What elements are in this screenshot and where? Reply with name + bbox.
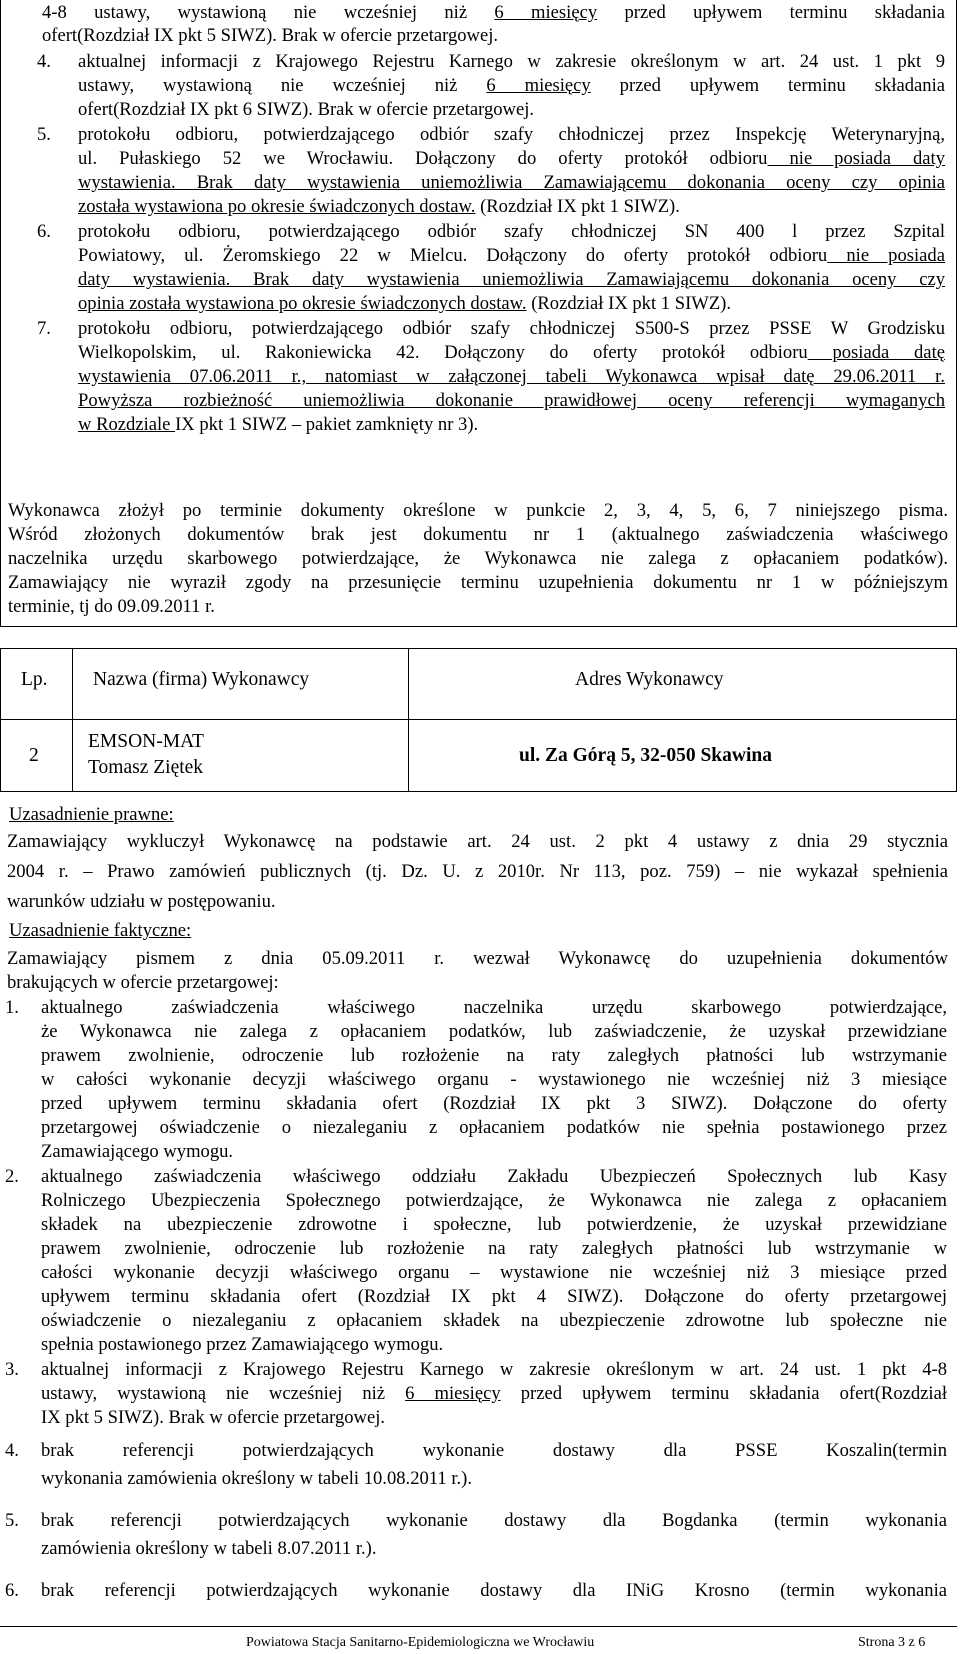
footer-page-number: Strona 3 z 6 xyxy=(858,1635,926,1650)
list-line: brak referencji potwierdzających wykonanie dostawy dla Bogdanka (termin wykonania xyxy=(41,1510,947,1531)
list-line: ustawy, wystawioną nie wcześniej niż 6 miesięcy przed upływem terminu składania xyxy=(78,75,946,96)
table-cell-name: Tomasz Ziętek xyxy=(88,757,204,778)
list-line: protokołu odbioru, potwierdzającego odbiór szafy chłodniczej przez Inspekcję Weterynaryjną, xyxy=(78,124,945,145)
list-line: że Wykonawca nie zalega z opłacaniem podatków, lub zaświadczenie, że uzyskał przewidziane xyxy=(41,1021,947,1042)
footer-organization: Powiatowa Stacja Sanitarno-Epidemiologiczna we Wrocławiu xyxy=(246,1635,595,1650)
table-cell-address: ul. Za Górą 5, 32-050 Skawina xyxy=(519,745,772,766)
list-number: 7. xyxy=(37,318,51,339)
factual-heading: Uzasadnienie faktyczne: xyxy=(9,920,192,941)
list-line: brak referencji potwierdzających wykonanie dostawy dla PSSE Koszalin(termin xyxy=(41,1440,947,1461)
list-line: ofert(Rozdział IX pkt 5 SIWZ). Brak w ofercie przetargowej. xyxy=(42,25,499,46)
list-number: 3. xyxy=(5,1359,19,1380)
legal-heading: Uzasadnienie prawne: xyxy=(9,804,174,825)
list-line: protokołu odbioru, potwierdzającego odbiór szafy chłodniczej SN 400 l przez Szpital xyxy=(78,221,945,242)
list-line: ofert(Rozdział IX pkt 6 SIWZ). Brak w ofercie przetargowej. xyxy=(78,99,535,120)
summary-line: terminie, tj do 09.09.2011 r. xyxy=(8,596,215,617)
list-line: przed upływem terminu składania ofert (Rozdział IX pkt 3 SIWZ). Dołączone do oferty xyxy=(41,1093,947,1114)
list-line: prawem zwolnienie, odroczenie lub rozłożenie na raty zaległych płatności lub wstrzymanie w xyxy=(41,1238,947,1259)
list-line: protokołu odbioru, potwierdzającego odbiór szafy chłodniczej S500-S przez PSSE W Grodzisku xyxy=(78,318,945,339)
list-number: 5. xyxy=(5,1510,19,1531)
list-number: 1. xyxy=(5,997,19,1018)
list-line: upływem terminu składania ofert (Rozdział IX pkt 4 SIWZ). Dołączone do oferty przetargowej xyxy=(41,1286,947,1307)
list-line: została wystawiona po okresie świadczonych dostaw. (Rozdział IX pkt 1 SIWZ). xyxy=(78,196,680,217)
list-number: 4. xyxy=(5,1440,19,1461)
table-cell-name: EMSON-MAT xyxy=(88,731,204,752)
list-line: w Rozdziale IX pkt 1 SIWZ – pakiet zamknięty nr 3). xyxy=(78,414,479,435)
legal-line: 2004 r. – Prawo zamówień publicznych (tj. Dz. U. z 2010r. Nr 113, poz. 759) – nie wykazał spełnienia xyxy=(7,861,948,882)
list-line: daty wystawienia. Brak daty wystawienia uniemożliwia Zamawiającemu dokonania oceny czy xyxy=(78,269,945,290)
summary-line: Wśród złożonych dokumentów brak jest dokumentu nr 1 (aktualnego zaświadczenia właściwego xyxy=(8,524,948,545)
list-line: ustawy, wystawioną nie wcześniej niż 6 miesięcy przed upływem terminu składania ofert(Rozdział xyxy=(41,1383,948,1404)
list-line: przetargowej oświadczenie o niezaleganiu z opłacaniem podatków nie spełnia postawionego przez xyxy=(41,1117,947,1138)
summary-line: Wykonawca złożył po terminie dokumenty określone w punkcie 2, 3, 4, 5, 6, 7 niniejszego pisma. xyxy=(8,500,948,521)
list-number: 2. xyxy=(5,1166,19,1187)
list-line: opinia została wystawiona po okresie świadczonych dostaw. (Rozdział IX pkt 1 SIWZ). xyxy=(78,293,732,314)
list-number: 5. xyxy=(37,124,51,145)
list-number: 6. xyxy=(5,1580,19,1601)
list-line: Wielkopolskim, ul. Rakoniewicka 42. Dołączony do oferty protokół odbioru posiada datę xyxy=(78,342,945,363)
list-line: składek na ubezpieczenie zdrowotne i społeczne, lub potwierdzenie, że uzyskał przewidziane xyxy=(41,1214,947,1235)
list-line: aktualnej informacji z Krajowego Rejestru Karnego w zakresie określonym w art. 24 ust. 1 pkt 4-8 xyxy=(41,1359,947,1380)
contractor-table xyxy=(0,648,957,792)
list-line: Zamawiającego wymogu. xyxy=(41,1141,234,1162)
list-line: zamówienia określony w tabeli 8.07.2011 r.). xyxy=(41,1538,377,1559)
list-number: 4. xyxy=(37,51,51,72)
list-line: wystawienia 07.06.2011 r., natomiast w załączonej tabeli Wykonawca wpisał datę 29.06.2011 r. xyxy=(78,366,945,387)
list-line: aktualnego zaświadczenia właściwego naczelnika urzędu skarbowego potwierdzające, xyxy=(41,997,947,1018)
summary-line: naczelnika urzędu skarbowego potwierdzające, że Wykonawca nie zalega z opłacaniem podatków). xyxy=(8,548,948,569)
list-line: oświadczenie o niezaleganiu z opłacaniem składek na ubezpieczenie zdrowotne lub społeczne nie xyxy=(41,1310,947,1331)
list-line: aktualnej informacji z Krajowego Rejestru Karnego w zakresie określonym w art. 24 ust. 1 pkt 9 xyxy=(78,51,945,72)
list-line: całości wykonanie decyzji właściwego organu – wystawione nie wcześniej niż 3 miesiące przed xyxy=(41,1262,947,1283)
list-line: prawem zwolnienie, odroczenie lub rozłożenie na raty zaległych płatności lub wstrzymanie xyxy=(41,1045,947,1066)
list-line: wystawienia. Brak daty wystawienia uniemożliwia Zamawiającemu dokonania oceny czy opinia xyxy=(78,172,945,193)
factual-line: Zamawiający pismem z dnia 05.09.2011 r. wezwał Wykonawcę do uzupełnienia dokumentów xyxy=(7,948,948,969)
table-header-lp: Lp. xyxy=(21,669,48,690)
table-header-name: Nazwa (firma) Wykonawcy xyxy=(93,669,310,690)
factual-line: brakujących w ofercie przetargowej: xyxy=(7,972,279,993)
footer-rule xyxy=(0,1626,957,1627)
table-header-address: Adres Wykonawcy xyxy=(575,669,724,690)
list-line: ul. Pułaskiego 52 we Wrocławiu. Dołączony do oferty protokół odbioru nie posiada daty xyxy=(78,148,945,169)
list-line: brak referencji potwierdzających wykonanie dostawy dla INiG Krosno (termin wykonania xyxy=(41,1580,947,1601)
list-line: Rolniczego Ubezpieczenia Społecznego potwierdzające, że Wykonawca nie zalega z opłacaniem xyxy=(41,1190,947,1211)
table-cell-lp: 2 xyxy=(29,745,39,766)
list-number: 6. xyxy=(37,221,51,242)
summary-line: Zamawiający nie wyraził zgody na przesunięcie terminu uzupełnienia dokumentu nr 1 w późniejszym xyxy=(8,572,948,593)
list-line: IX pkt 5 SIWZ). Brak w ofercie przetargowej. xyxy=(41,1407,386,1428)
list-line: Powyższa rozbieżność uniemożliwia dokonanie prawidłowej oceny referencji wymaganych xyxy=(78,390,945,411)
list-line: w całości wykonanie decyzji właściwego organu - wystawionego nie wcześniej niż 3 miesiące xyxy=(41,1069,947,1090)
list-line: wykonania zamówienia określony w tabeli 10.08.2011 r.). xyxy=(41,1468,472,1489)
legal-line: warunków udziału w postępowaniu. xyxy=(7,891,276,912)
legal-line: Zamawiający wykluczył Wykonawcę na podstawie art. 24 ust. 2 pkt 4 ustawy z dnia 29 stycznia xyxy=(7,831,948,852)
list-line: aktualnego zaświadczenia właściwego oddziału Zakładu Ubezpieczeń Społecznych lub Kasy xyxy=(41,1166,947,1187)
list-line: 4-8 ustawy, wystawioną nie wcześniej niż 6 miesięcy przed upływem terminu składania xyxy=(42,2,945,23)
list-line: Powiatowy, ul. Żeromskiego 22 w Mielcu. Dołączony do oferty protokół odbioru nie posiada xyxy=(78,245,945,266)
list-line: spełnia postawionego przez Zamawiającego wymogu. xyxy=(41,1334,444,1355)
